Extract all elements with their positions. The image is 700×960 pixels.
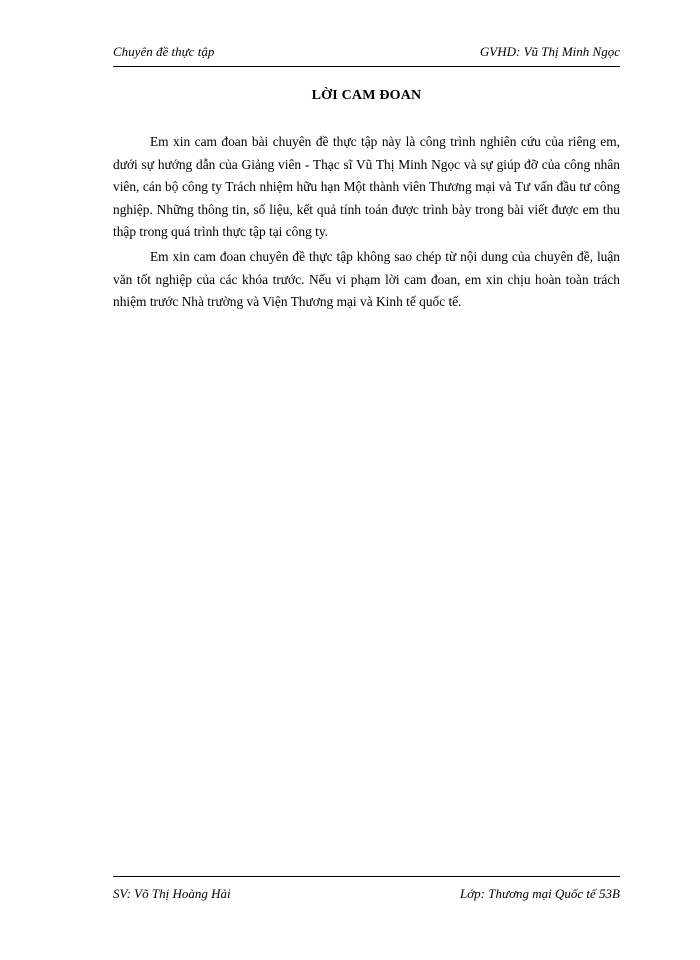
footer-student-name: SV: Võ Thị Hoàng Hải xyxy=(113,886,231,901)
page-footer xyxy=(113,876,620,911)
page-header xyxy=(113,36,620,67)
header-supervisor: GVHD: Vũ Thị Minh Ngọc xyxy=(479,44,620,59)
paragraph-commitment: Em xin cam đoan bài chuyên đề thực tập này là công trình nghiên cứu của riêng em, dưới sự hướng dẫn của Giảng viên - Thạc sĩ Vũ Thị Minh Ngọc và sự giúp đỡ của công nhân viên, cán bộ công ty Trách nhiệm hữu hạn Một thành viên Thương mại và Tư vấn đầu tư công nghiệp. Những thông tin, số liệu, kết quả tính toán được trình bày trong bài viết được em thu thập trong quá trình thực tập tại công ty. xyxy=(113,134,620,240)
footer-class-name: Lớp: Thương mại Quốc tế 53B xyxy=(460,886,620,901)
page-title: LỜI CAM ĐOAN xyxy=(311,88,422,103)
header-document-type: Chuyên đề thực tập xyxy=(113,44,215,59)
body-text xyxy=(113,131,620,314)
paragraph-no-plagiarism: Em xin cam đoan chuyên đề thực tập không sao chép từ nội dung của chuyên đề, luận văn tốt nghiệp của các khóa trước. Nếu vi phạm lời cam đoan, em xin chịu hoàn toàn trách nhiệm trước Nhà trường và Viện Thương mại và Kinh tế quốc tế. xyxy=(113,248,620,310)
